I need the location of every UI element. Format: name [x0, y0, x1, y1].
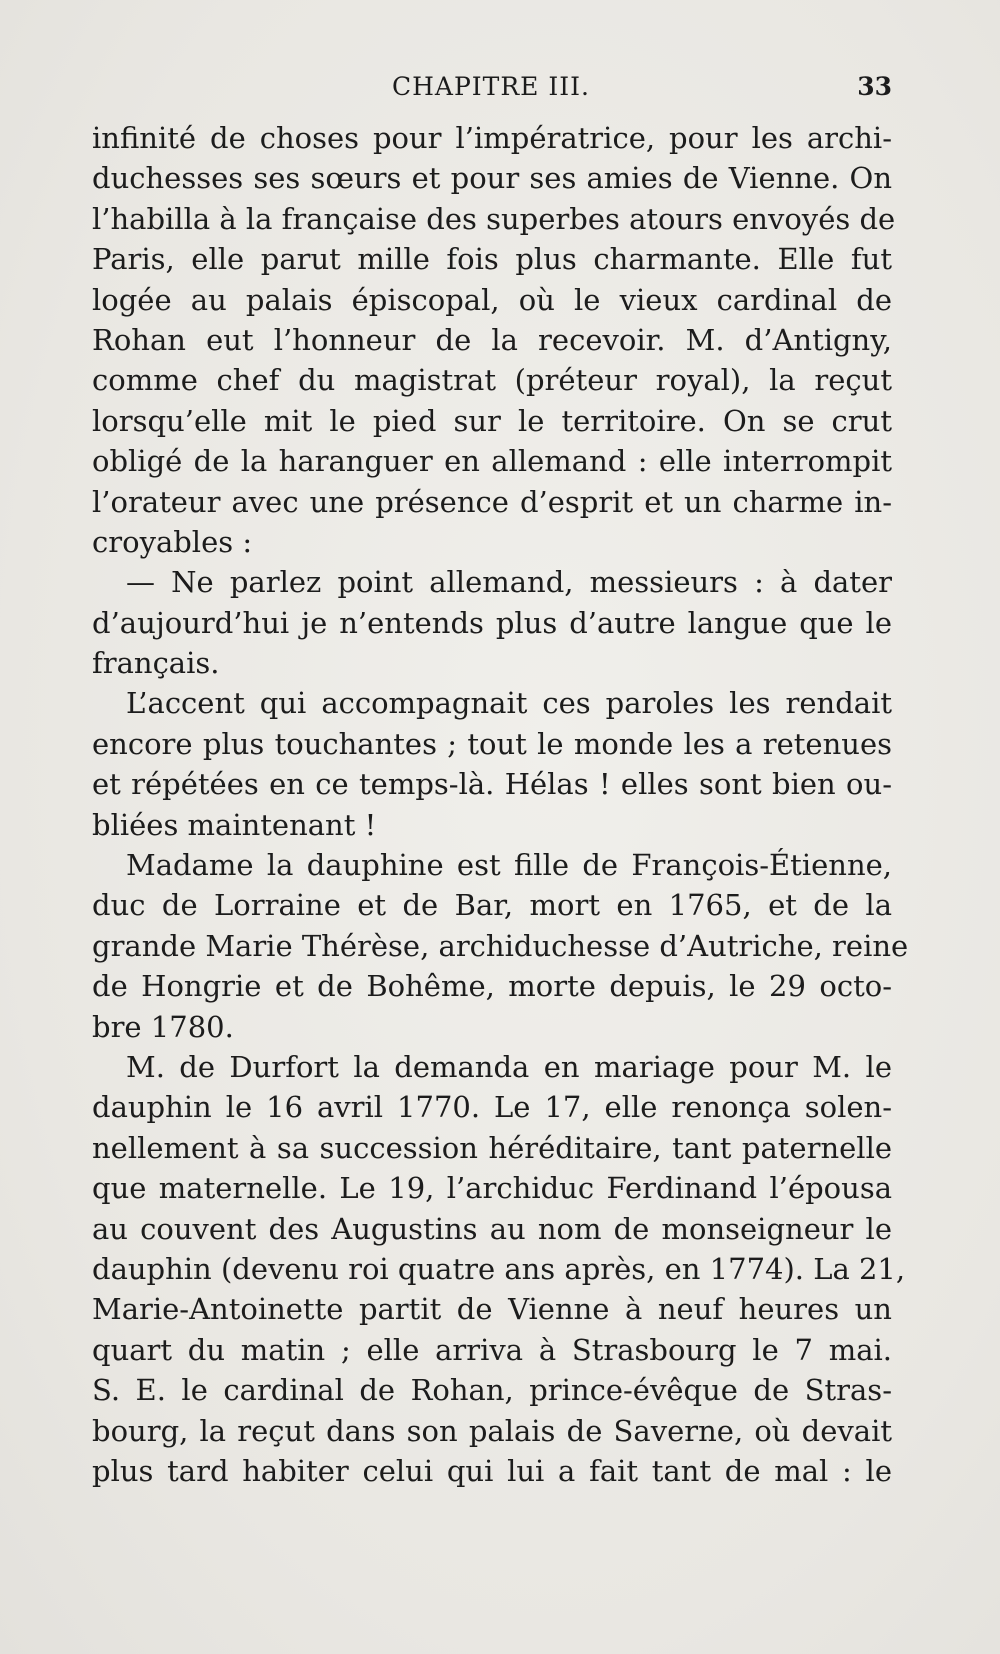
running-title: CHAPITRE III. [392, 72, 590, 101]
text-line: dauphin le 16 avril 1770. Le 17, elle renonça solen- [92, 1090, 892, 1125]
text-line: plus tard habiter celui qui lui a fait tant de mal : le [92, 1453, 892, 1488]
text-line: Paris, elle parut mille fois plus charmante. Elle fut [92, 242, 892, 277]
text-line: duc de Lorraine et de Bar, mort en 1765, et de la [92, 888, 892, 923]
page-header [92, 72, 892, 112]
text-line: L’accent qui accompagnait ces paroles les rendait [126, 686, 892, 721]
text-line: obligé de la haranguer en allemand : elle interrompit [92, 444, 892, 479]
text-line: et répétées en ce temps-là. Hélas ! elles sont bien ou- [92, 767, 892, 802]
text-line: infinité de choses pour l’impératrice, pour les archi- [92, 121, 892, 155]
text-line: d’aujourd’hui je n’entends plus d’autre langue que le [92, 605, 892, 640]
text-line: l’orateur avec une présence d’esprit et un charme in- [92, 484, 892, 519]
text-line: S. E. le cardinal de Rohan, prince-évêque de Stras- [92, 1373, 892, 1408]
text-line: grande Marie Thérèse, archiduchesse d’Autriche, reine [92, 928, 909, 963]
text-line: M. de Durfort la demanda en mariage pour M. le [126, 1049, 892, 1084]
text-line: Madame la dauphine est fille de François-Étienne, [126, 848, 892, 883]
text-line: croyables : [92, 524, 253, 559]
text-line: bourg, la reçut dans son palais de Saverne, où devait [92, 1413, 892, 1448]
text-line: comme chef du magistrat (préteur royal), la reçut [92, 363, 892, 398]
text-line: lorsqu’elle mit le pied sur le territoire. On se crut [92, 403, 892, 438]
text-line: nellement à sa succession héréditaire, tant paternelle [92, 1130, 892, 1165]
text-line: quart du matin ; elle arriva à Strasbourg le 7 mai. [92, 1332, 892, 1367]
text-line: — Ne parlez point allemand, messieurs : à dater [126, 565, 892, 600]
text-line: logée au palais épiscopal, où le vieux cardinal de [92, 282, 892, 317]
text-line: que maternelle. Le 19, l’archiduc Ferdinand l’épousa [92, 1171, 892, 1206]
text-line: dauphin (devenu roi quatre ans après, en 1774). La 21, [92, 1251, 906, 1286]
text-line: duchesses ses sœurs et pour ses amies de Vienne. On [92, 161, 892, 196]
text-line: français. [92, 646, 220, 681]
text-line: au couvent des Augustins au nom de monseigneur le [92, 1211, 892, 1246]
text-line: bliées maintenant ! [92, 807, 377, 842]
text-line: encore plus touchantes ; tout le monde les a retenues [92, 726, 892, 761]
text-line: Marie-Antoinette partit de Vienne à neuf heures un [92, 1292, 892, 1327]
text-line: bre 1780. [92, 1009, 234, 1044]
text-line: l’habilla à la française des superbes atours envoyés de [92, 201, 896, 236]
body-text [92, 118, 909, 1491]
text-line: de Hongrie et de Bohême, morte depuis, le 29 octo- [92, 969, 892, 1004]
text-line: Rohan eut l’honneur de la recevoir. M. d’Antigny, [92, 322, 892, 357]
page-number: 33 [857, 72, 892, 101]
